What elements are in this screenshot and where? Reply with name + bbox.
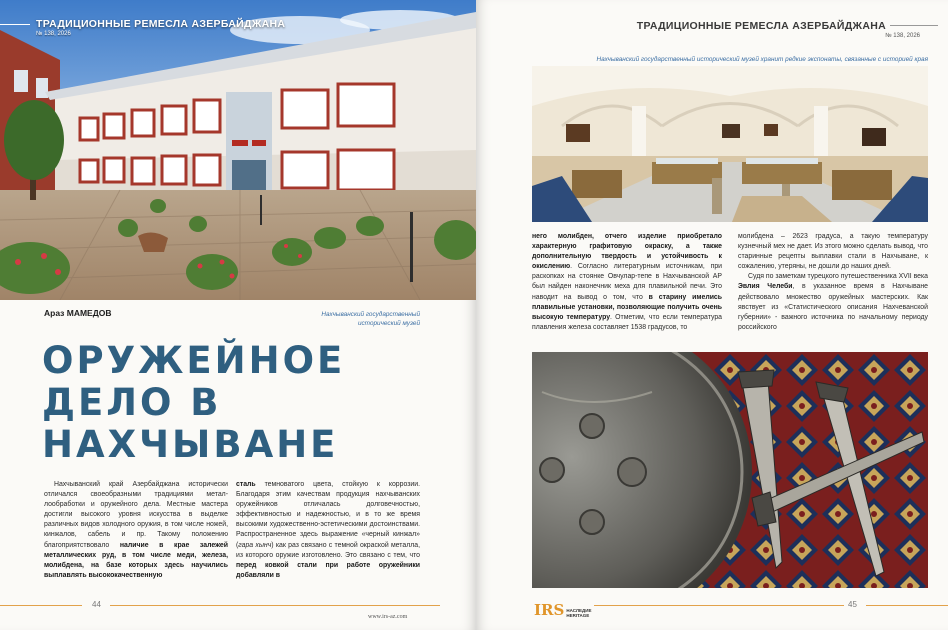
page-number: 44 <box>92 600 101 609</box>
body-bold-text: сталь <box>236 481 256 488</box>
section-header: ТРАДИЦИОННЫЕ РЕМЕСЛА АЗЕРБАЙДЖАНА <box>36 18 286 30</box>
right-page <box>476 0 948 630</box>
header-rule <box>0 24 30 25</box>
museum-building-photo <box>0 0 476 300</box>
logo-subtitle: НАСЛЕДИЕ HERITAGE <box>566 608 592 618</box>
section-header: ТРАДИЦИОННЫЕ РЕМЕСЛА АЗЕРБАЙДЖАНА <box>636 20 886 32</box>
title-line-3: НАХЧЫВАНЕ <box>42 423 339 466</box>
body-text: , в указанное время в Нахчыване действовало множество оружейных мастерских. Как явствует из «Статистического описания Нахчеванской губернии» - важного источника по начальному периоду российского <box>738 283 929 331</box>
body-bold-text: наличие в крае залежей металлических руд, в том числе меди, железа, молибдена, на базе которых здесь научились выплавлять высококачественную <box>44 541 228 579</box>
body-column-4 <box>738 232 928 333</box>
body-italic-text: гара хынч <box>238 541 272 549</box>
issue-number: № 138, 2026 <box>885 33 920 39</box>
body-column-3 <box>532 232 722 333</box>
footer-rule <box>110 605 440 606</box>
title-line-2: ДЕЛО В <box>42 381 222 424</box>
museum-hall-photo <box>532 66 928 222</box>
body-text: ) как раз связано с темной окраской металла, из которого оружие изготовлено. Это связано с тем, что <box>236 541 420 559</box>
body-paragraph <box>738 272 928 333</box>
body-bold-text: Эвлия Челеби <box>738 283 793 291</box>
author-name: Араз МАМЕДОВ <box>44 308 112 318</box>
article-title <box>42 340 345 466</box>
website: www.irs-az.com <box>368 614 408 620</box>
body-column-1 <box>44 480 228 581</box>
body-bold-text: него молибден, отчего изделие приобретало характерную графитовую окраску, а также дополнительную твердость и устойчивость к окислению <box>532 233 722 271</box>
body-text: темноватого цвета, стойкую к коррозии. Благодаря этим качествам продукция нахчыванских оружейников отличалась долговечностью, эффективностью и надежностью, и в то же время высокими художественно-эстетическими достоинствами. Распространенное здесь выражение «черный кинжал» ( <box>236 481 420 549</box>
body-paragraph: молибдена – 2623 градуса, а такую температуру кузнечный мех не дает. Из этого можно сделать вывод, что старинные рецепты выплавки стали в Нахчыване, к сожалению, утеряны, не дошли до наших дней. <box>738 233 928 271</box>
footer-rule <box>866 605 948 606</box>
footer-rule <box>594 605 844 606</box>
title-line-1: ОРУЖЕЙНОЕ <box>42 339 346 382</box>
issue-number: № 138, 2026 <box>36 31 71 37</box>
photo-caption: Нахчыванский государственный исторический музей хранит редкие экспонаты, связанные с историей края <box>596 56 928 63</box>
body-text: . Согласно литературным источникам, при раскопках на стоянке Овчулар-тепе в Нахчыванской АР был найден наконечник меха для плавильной печи. Это наводит на вывод о том, что <box>532 263 722 301</box>
footer-rule <box>0 605 82 606</box>
page-number: 45 <box>848 600 857 609</box>
body-bold-text: в старину имелись плавильные установки, позволяющие получить очень высокую температуру <box>532 293 722 321</box>
header-rule <box>890 25 938 26</box>
body-text: . Отметим, что если температура плавления железа составляет 1538 градусов, то <box>532 313 722 331</box>
photo-caption: Нахчыванский государственный исторический музей <box>321 311 420 327</box>
body-text: Нахчыванский край Азербайджана исторически отличался своеобразными традициями металлообработки и оружейного дела. Местные мастера достигли высокого уровня искусства в выделке различных видов холодного оружия, в том числе ножей, кинжалов, сабель и пр. Такому положению благоприятствовало <box>44 481 228 549</box>
weapons-photo <box>532 352 928 588</box>
body-bold-text: перед ковкой стали при работе оружейники добавляли в <box>236 561 420 579</box>
body-text: Судя по заметкам турецкого путешественника XVII века <box>748 273 928 281</box>
magazine-logo <box>534 603 591 618</box>
logo-text: IRS <box>534 601 565 619</box>
body-column-2 <box>236 480 420 581</box>
